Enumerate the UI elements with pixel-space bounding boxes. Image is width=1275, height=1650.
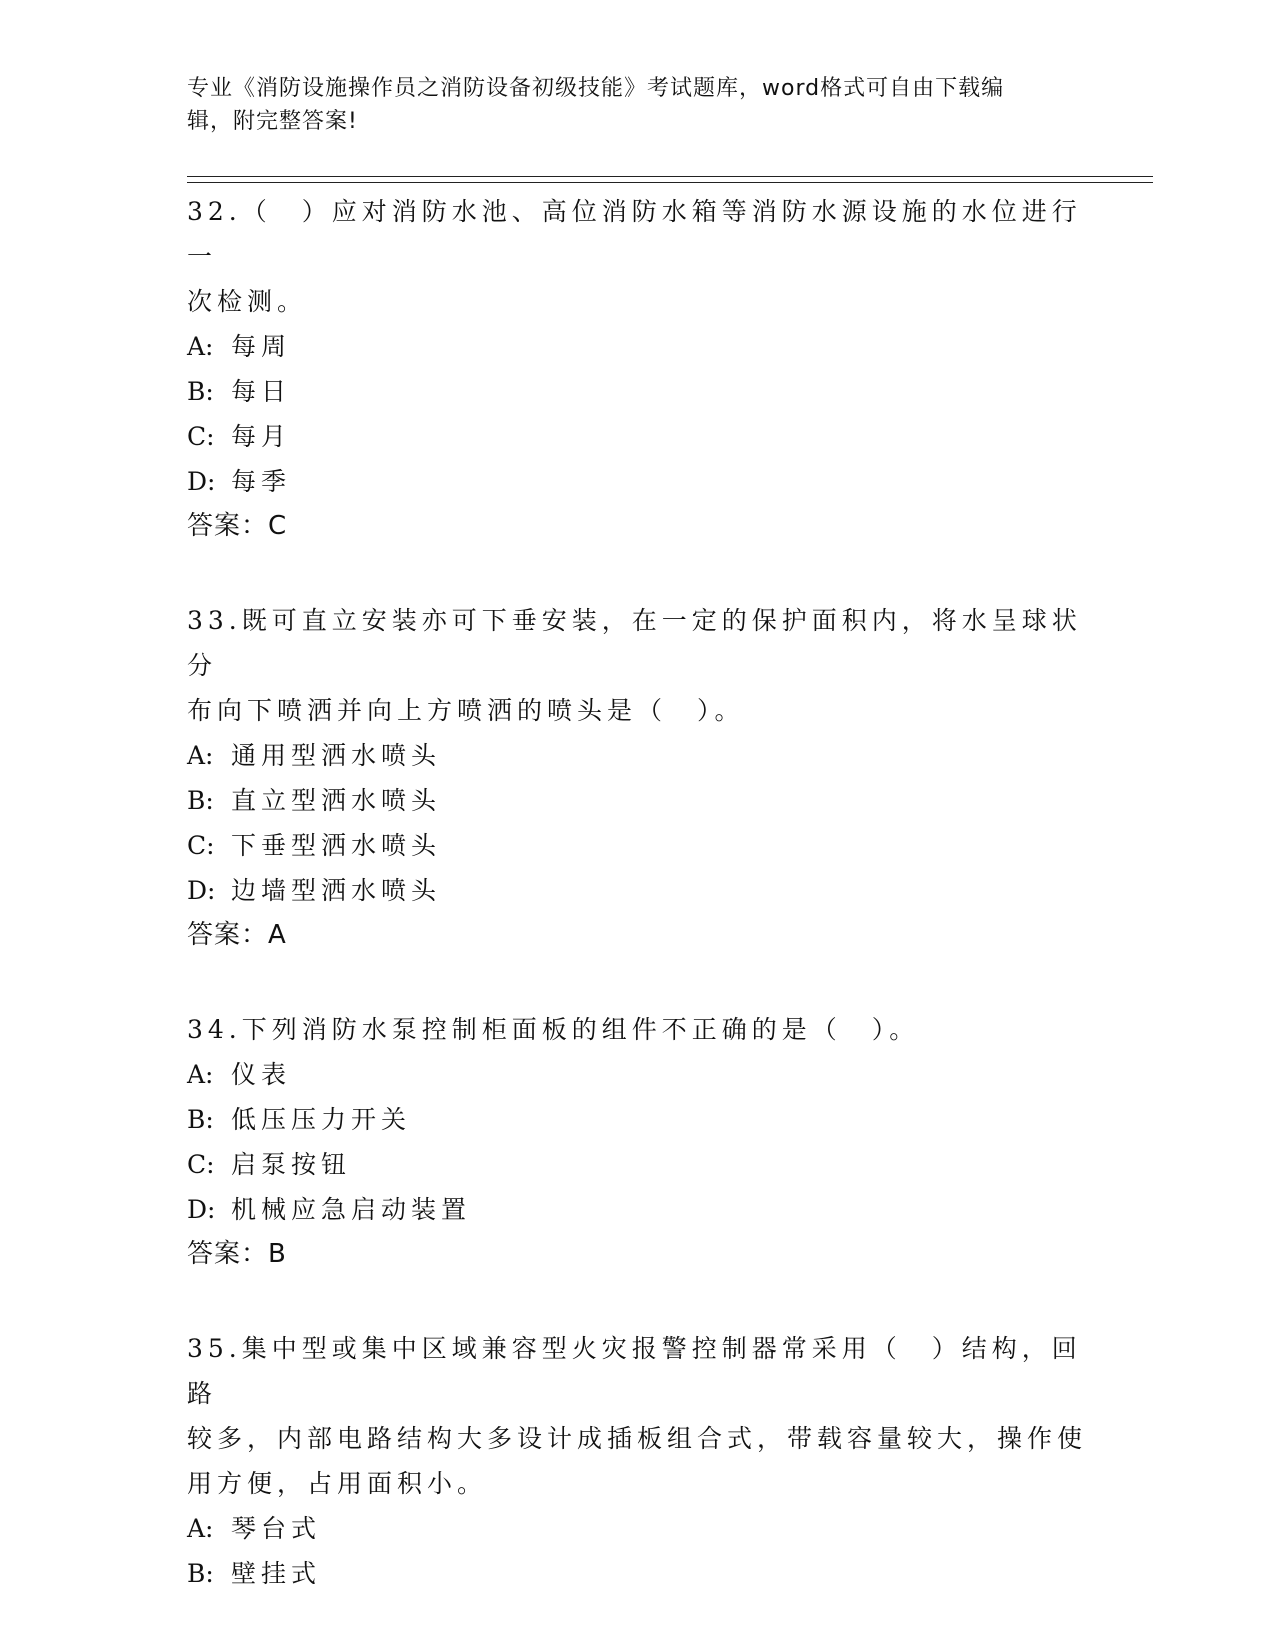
option-label: B: [187,377,214,406]
header-line-2: 辑，附完整答案! [187,109,358,134]
option-b [187,369,1087,414]
question-stem: 33.既可直立安装亦可下垂安装，在一定的保护面积内，将水呈球状分 [187,606,1082,680]
question-stem: 用方便，占用面积小。 [187,1469,488,1498]
header-divider-bottom [187,182,1153,183]
option-a [187,324,1087,369]
option-text: 琴台式 [231,1514,322,1543]
option-text: 壁挂式 [231,1559,322,1588]
option-text: 边墙型洒水喷头 [231,876,442,905]
option-text: 仪表 [231,1060,292,1089]
option-b [187,778,1087,823]
question-stem: 次检测。 [187,287,308,316]
option-label: A: [187,1060,214,1089]
option-d [187,1187,1087,1232]
option-label: A: [187,332,214,361]
option-d [187,459,1087,504]
option-c [187,1142,1087,1187]
header-line-1: 专业《消防设施操作员之消防设备初级技能》考试题库，word格式可自由下载编 [187,76,1005,101]
option-text: 低压压力开关 [231,1105,412,1134]
option-label: C: [187,422,215,451]
option-a [187,733,1087,778]
answer: 答案：B [187,1239,287,1269]
option-a [187,1052,1087,1097]
question-stem: 34.下列消防水泵控制柜面板的组件不正确的是（ ）。 [187,1015,920,1044]
option-label: C: [187,1150,215,1179]
answer: 答案：A [187,920,287,950]
option-label: B: [187,786,214,815]
option-text: 直立型洒水喷头 [231,786,442,815]
option-label: A: [187,741,214,770]
option-label: A: [187,1514,214,1543]
question-33 [187,598,1087,958]
option-label: C: [187,831,215,860]
option-a [187,1506,1087,1551]
header-divider-top [187,176,1153,177]
question-35 [187,1326,1087,1596]
document-header [187,72,1067,138]
option-label: B: [187,1105,214,1134]
option-c [187,823,1087,868]
option-text: 启泵按钮 [231,1150,352,1179]
option-label: D: [187,876,216,905]
question-list [187,189,1087,1645]
question-stem: 布向下喷洒并向上方喷洒的喷头是（ ）。 [187,696,745,725]
option-text: 每季 [231,467,292,496]
option-c [187,414,1087,459]
question-stem: 32.（ ）应对消防水池、高位消防水箱等消防水源设施的水位进行一 [187,197,1082,271]
option-text: 下垂型洒水喷头 [231,831,442,860]
answer: 答案：C [187,511,288,541]
question-stem: 35.集中型或集中区域兼容型火灾报警控制器常采用（ ）结构，回路 [187,1334,1082,1408]
option-text: 每月 [231,422,292,451]
option-b [187,1551,1087,1596]
option-d [187,868,1087,913]
option-text: 机械应急启动装置 [231,1195,472,1224]
question-34 [187,1007,1087,1277]
option-label: D: [187,1195,216,1224]
option-b [187,1097,1087,1142]
question-stem: 较多，内部电路结构大多设计成插板组合式，带载容量较大，操作使 [187,1424,1088,1453]
option-text: 每日 [231,377,292,406]
option-label: D: [187,467,216,496]
option-text: 每周 [231,332,292,361]
option-text: 通用型洒水喷头 [231,741,442,770]
question-32 [187,189,1087,549]
option-label: B: [187,1559,214,1588]
